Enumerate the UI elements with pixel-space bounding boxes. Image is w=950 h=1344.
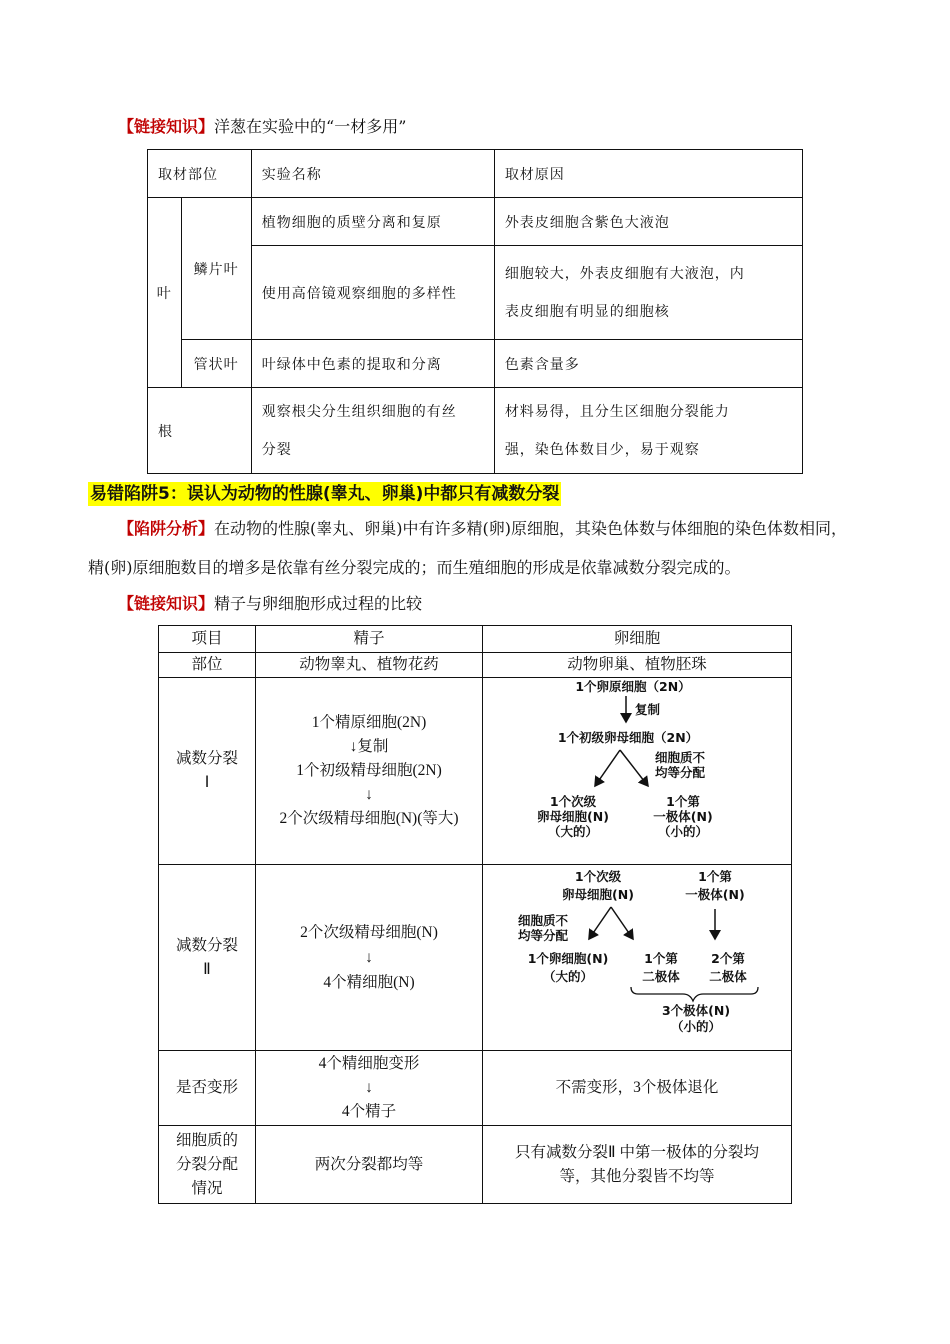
arrow-right (620, 750, 648, 786)
reason-cell: 外表皮细胞含紫色大液泡 (494, 198, 802, 246)
unequal-text-1: 细胞质不 (655, 750, 706, 765)
second-polar-b2: 二极体 (709, 969, 747, 984)
site-egg: 动物卵巢、植物胚珠 (483, 653, 792, 678)
egg-cell-text: 1个卵细胞(N) (527, 951, 609, 966)
tubular-leaf-cell: 管状叶 (181, 340, 251, 388)
first-polar-2: 一极体(N) (653, 809, 713, 824)
analysis-line2: 精(卵)原细胞数目的增多是依靠有丝分裂完成的；而生殖细胞的形成是依靠减数分裂完成的。 (88, 558, 741, 577)
trap-heading: 易错陷阱5：误认为动物的性腺(睾丸、卵巢)中都只有减数分裂 (90, 484, 560, 504)
unequal-text-2: 均等分配 (518, 928, 569, 943)
experiment-cell: 植物细胞的质壁分离和复原 (251, 198, 494, 246)
first-polar-2: 一极体(N) (685, 887, 745, 902)
meiosis1-sperm: 1个精原细胞(2N) ↓复制 1个初级精母细胞(2N) ↓ 2个次级精母细胞(N)(等大) (256, 678, 483, 865)
root-cell: 根 (148, 388, 252, 474)
three-polar-text: 3个极体(N) (661, 1003, 731, 1018)
secondary-oocyte-2: 卵母细胞(N) (537, 809, 609, 824)
arrow-left (595, 750, 620, 786)
cytoplasm-egg: 只有减数分裂Ⅱ 中第一极体的分裂均 等，其他分裂皆不均等 (483, 1126, 792, 1204)
link-knowledge-label: 【链接知识】 (118, 117, 215, 136)
deform-sperm: 4个精细胞变形 ↓ 4个精子 (256, 1051, 483, 1126)
experiment-cell: 使用高倍镜观察细胞的多样性 (251, 246, 494, 340)
second-polar-a2: 二极体 (642, 969, 680, 984)
reason-cell: 材料易得，且分生区细胞分裂能力 强，染色体数目少，易于观察 (494, 388, 802, 474)
cytoplasm-sperm: 两次分裂都均等 (256, 1126, 483, 1204)
experiment-cell: 叶绿体中色素的提取和分离 (251, 340, 494, 388)
unequal-text-1: 细胞质不 (518, 913, 569, 928)
meiosis1-label: 减数分裂 Ⅰ (159, 678, 256, 865)
first-polar-1: 1个第 (666, 794, 700, 809)
onion-table (147, 149, 803, 474)
arrow-right (611, 907, 633, 939)
analysis-label: 【陷阱分析】 (118, 519, 215, 538)
gamete-comparison-table (158, 625, 792, 1204)
link-knowledge-2: 【链接知识】精子与卵细胞形成过程的比较 (118, 594, 423, 613)
link-knowledge-label: 【链接知识】 (118, 594, 215, 613)
three-polar-small: （小的） (670, 1019, 722, 1034)
analysis-line1: 【陷阱分析】在动物的性腺(睾丸、卵巢)中有许多精(卵)原细胞，其染色体数与体细胞的染色体数相同， (118, 519, 847, 538)
secondary-oocyte-3: （大的） (547, 824, 599, 839)
second-polar-b1: 2个第 (711, 951, 745, 966)
header-site: 取材部位 (148, 150, 252, 198)
header-experiment: 实验名称 (251, 150, 494, 198)
oogonium-text: 1个卵原细胞（2N） (575, 679, 691, 694)
first-polar-3: （小的） (657, 824, 709, 839)
meiosis1-egg-diagram (483, 678, 792, 865)
header-sperm: 精子 (256, 626, 483, 653)
cytoplasm-label: 细胞质的 分裂分配 情况 (159, 1126, 256, 1204)
reason-cell: 色素含量多 (494, 340, 802, 388)
site-label: 部位 (159, 653, 256, 678)
header-item: 项目 (159, 626, 256, 653)
scale-leaf-cell: 鳞片叶 (181, 198, 251, 340)
meiosis2-label: 减数分裂 Ⅱ (159, 865, 256, 1051)
primary-oocyte-text: 1个初级卵母细胞（2N） (557, 730, 699, 745)
unequal-text-2: 均等分配 (655, 765, 706, 780)
section1-title: 【链接知识】洋葱在实验中的“一材多用” (118, 117, 407, 136)
reason-cell: 细胞较大，外表皮细胞有大液泡，内 表皮细胞有明显的细胞核 (494, 246, 802, 340)
deform-label: 是否变形 (159, 1051, 256, 1126)
replicate-text: 复制 (635, 702, 661, 717)
experiment-cell: 观察根尖分生组织细胞的有丝 分裂 (251, 388, 494, 474)
arrow-left (589, 907, 611, 939)
site-sperm: 动物睾丸、植物花药 (256, 653, 483, 678)
oogenesis-diagram-2 (483, 865, 791, 1042)
leaf-cell: 叶 (148, 198, 182, 388)
first-polar-1: 1个第 (698, 869, 732, 884)
secondary-oocyte-1: 1个次级 (574, 869, 622, 884)
header-egg: 卵细胞 (483, 626, 792, 653)
second-polar-a1: 1个第 (644, 951, 678, 966)
brace (631, 987, 758, 1001)
header-reason: 取材原因 (494, 150, 802, 198)
secondary-oocyte-2: 卵母细胞(N) (562, 887, 634, 902)
meiosis2-egg-diagram (483, 865, 792, 1051)
meiosis2-sperm: 2个次级精母细胞(N) ↓ 4个精细胞(N) (256, 865, 483, 1051)
deform-egg: 不需变形，3个极体退化 (483, 1051, 792, 1126)
egg-big-text: （大的） (542, 969, 594, 984)
secondary-oocyte-1: 1个次级 (549, 794, 597, 809)
oogenesis-diagram-1 (483, 678, 791, 856)
